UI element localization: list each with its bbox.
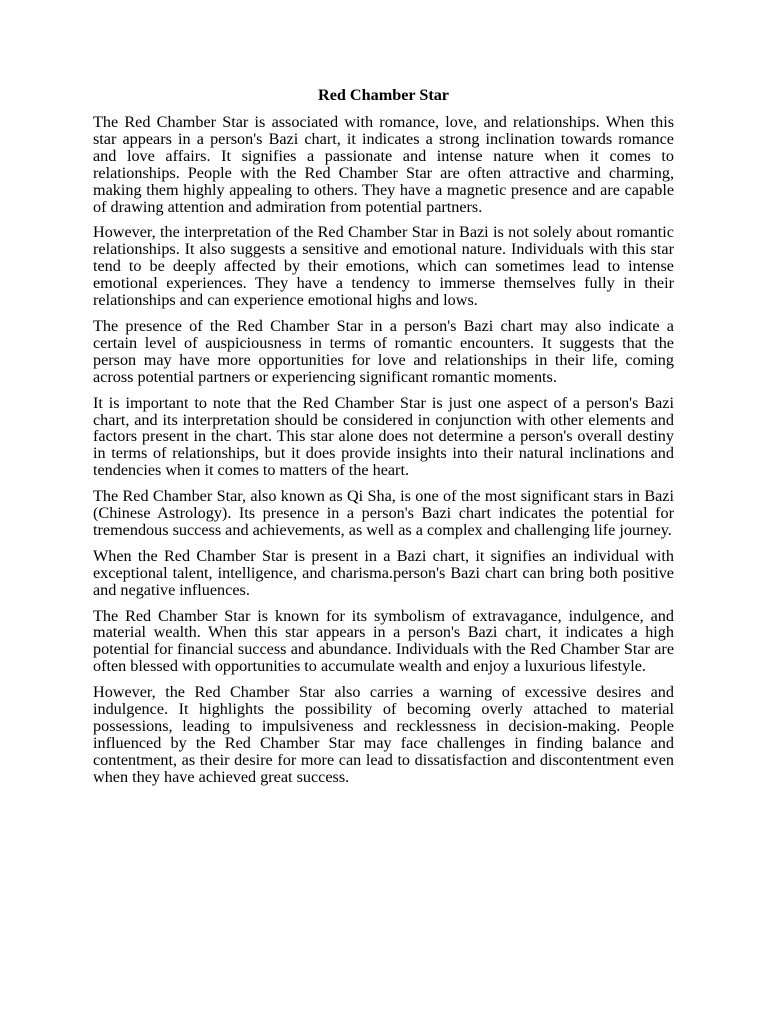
paragraph-2: However, the interpretation of the Red Chamber Star in Bazi is not solely about romantic relationships. It also suggests a sensitive and emotional nature. Individuals with this star tend to be deeply affected by their emotions, which can sometimes lead to intense emotional experiences. They have a tendency to immerse themselves fully in their relationships and can experience emotional highs and lows. [93, 223, 674, 310]
paragraph-1: The Red Chamber Star is associated with romance, love, and relationships. When this star appears in a person's Bazi chart, it indicates a strong inclination towards romance and love affairs. It signifies a passionate and intense nature when it comes to relationships. People with the Red Chamber Star are often attractive and charming, making them highly appealing to others. They have a magnetic presence and are capable of drawing attention and admiration from potential partners. [93, 113, 674, 216]
paragraph-7: The Red Chamber Star is known for its symbolism of extravagance, indulgence, and material wealth. When this star appears in a person's Bazi chart, it indicates a high potential for financial success and abundance. Individuals with the Red Chamber Star are often blessed with opportunities to accumulate wealth and enjoy a luxurious lifestyle. [93, 606, 674, 676]
document-page [93, 86, 674, 795]
paragraph-8: However, the Red Chamber Star also carries a warning of excessive desires and indulgence. It highlights the possibility of becoming overly attached to material possessions, leading to impulsiveness and recklessness in decision-making. People influenced by the Red Chamber Star may face challenges in finding balance and contentment, as their desire for more can lead to dissatisfaction and discontentment even when they have achieved great success. [93, 683, 674, 786]
paragraph-4: It is important to note that the Red Chamber Star is just one aspect of a person's Bazi chart, and its interpretation should be considered in conjunction with other elements and factors present in the chart. This star alone does not determine a person's overall destiny in terms of relationships, but it does provide insights into their natural inclinations and tendencies when it comes to matters of the heart. [93, 393, 674, 480]
document-title: Red Chamber Star [318, 86, 449, 104]
paragraph-5: The Red Chamber Star, also known as Qi Sha, is one of the most significant stars in Bazi (Chinese Astrology). Its presence in a person's Bazi chart indicates the potential for tremendous success and achievements, as well as a complex and challenging life journey. [93, 487, 674, 539]
paragraph-3: The presence of the Red Chamber Star in a person's Bazi chart may also indicate a certain level of auspiciousness in terms of romantic encounters. It suggests that the person may have more opportunities for love and relationships in their life, coming across potential partners or experiencing significant romantic moments. [93, 316, 674, 386]
paragraph-6: When the Red Chamber Star is present in a Bazi chart, it signifies an individual with exceptional talent, intelligence, and charisma.person's Bazi chart can bring both positive and negative influences. [93, 546, 674, 599]
